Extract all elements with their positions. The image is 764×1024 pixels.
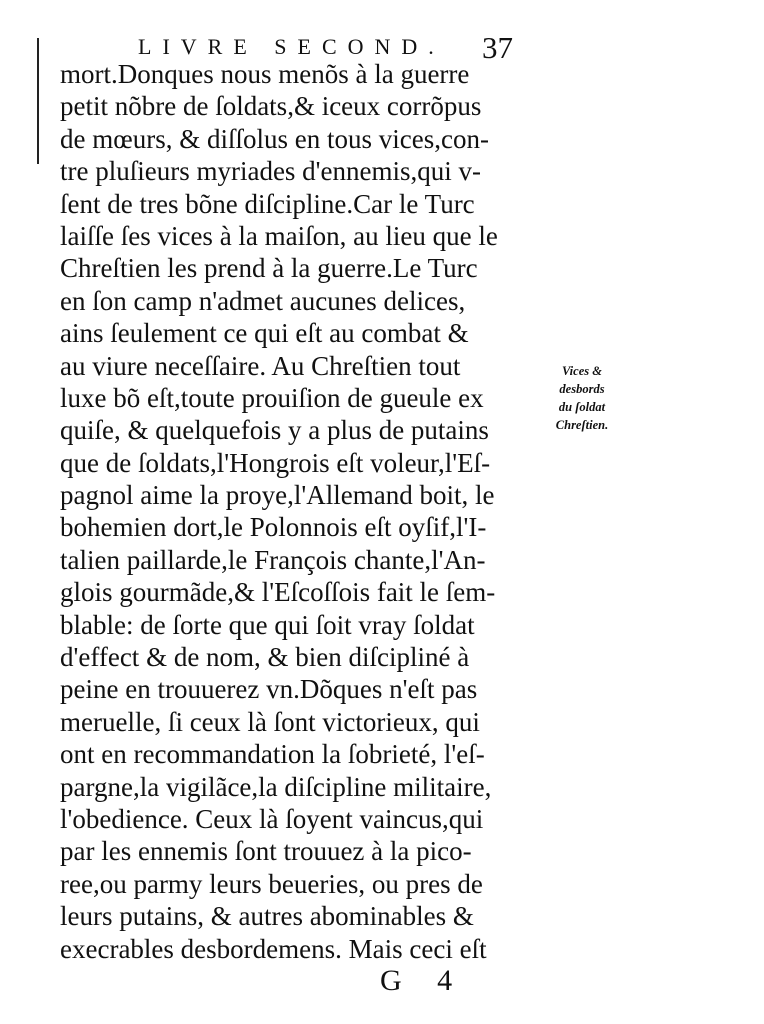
text-line: ont en recommandation la ſobrieté, l'eſ- bbox=[60, 739, 485, 770]
text-line: quiſe, & quelquefois y a plus de putains bbox=[60, 415, 489, 446]
text-line: laiſſe ſes vices à la maiſon, au lieu que le bbox=[60, 220, 498, 251]
text-line: talien paillarde,le François chante,l'An- bbox=[60, 544, 486, 575]
text-line: bohemien dort,le Polonnois eſt oyſif,l'I- bbox=[60, 512, 487, 543]
text-line: d'effect & de nom, & bien diſcipliné à bbox=[60, 642, 470, 673]
text-line: en ſon camp n'admet aucunes delices, bbox=[60, 285, 466, 316]
text-line: ſent de tres bõne diſcipline.Car le Turc bbox=[60, 188, 475, 219]
text-line: ains ſeulement ce qui eſt au combat & bbox=[60, 318, 469, 349]
text-line: pargne,la vigilãce,la diſcipline militaire, bbox=[60, 771, 492, 802]
text-line: au viure neceſſaire. Au Chreſtien tout bbox=[60, 350, 461, 381]
text-line: que de ſoldats,l'Hongrois eſt voleur,l'Eſ- bbox=[60, 447, 491, 478]
text-line: luxe bõ eſt,toute prouiſion de gueule ex bbox=[60, 382, 484, 413]
text-line: de mœurs, & diſſolus en tous vices,con- bbox=[60, 123, 489, 154]
text-line: peine en trouuerez vn.Dõques n'eſt pas bbox=[60, 674, 478, 705]
marginal-note-line: Chreſtien. bbox=[555, 418, 609, 432]
signature-mark: G 4 bbox=[380, 964, 467, 997]
text-line: Chreſtien les prend à la guerre.Le Turc bbox=[60, 253, 478, 284]
text-line: blable: de ſorte que qui ſoit vray ſoldat bbox=[60, 609, 475, 640]
marginal-note-line: desbords bbox=[559, 382, 605, 396]
running-title: LIVRE SECOND. bbox=[138, 34, 445, 59]
margin-rule bbox=[37, 38, 39, 164]
body-text bbox=[60, 58, 550, 965]
text-line: mort.Donques nous menõs à la guerre bbox=[60, 59, 470, 89]
text-line: l'obedience. Ceux là ſoyent vaincus,qui bbox=[60, 803, 484, 834]
text-line: ree,ou parmy leurs beueries, ou pres de bbox=[60, 868, 483, 899]
text-line: leurs putains, & autres abominables & bbox=[60, 901, 474, 932]
text-line: execrables desbordemens. Mais ceci eſt bbox=[60, 933, 487, 964]
marginal-note-line: du ſoldat bbox=[558, 400, 606, 414]
marginal-note bbox=[537, 362, 627, 434]
text-line: pagnol aime la proye,l'Allemand boit, le bbox=[60, 480, 495, 511]
marginal-note-line: Vices & bbox=[562, 364, 602, 378]
text-line: par les ennemis ſont trouuez à la pico- bbox=[60, 836, 472, 867]
page-number: 37 bbox=[482, 30, 513, 65]
text-line: petit nõbre de ſoldats,& iceux corrõpus bbox=[60, 91, 482, 122]
text-line: tre pluſieurs myriades d'ennemis,qui v- bbox=[60, 156, 482, 187]
text-line: glois gourmãde,& l'Eſcoſſois fait le ſem- bbox=[60, 577, 496, 608]
text-line: meruelle, ſi ceux là ſont victorieux, qui bbox=[60, 706, 480, 737]
